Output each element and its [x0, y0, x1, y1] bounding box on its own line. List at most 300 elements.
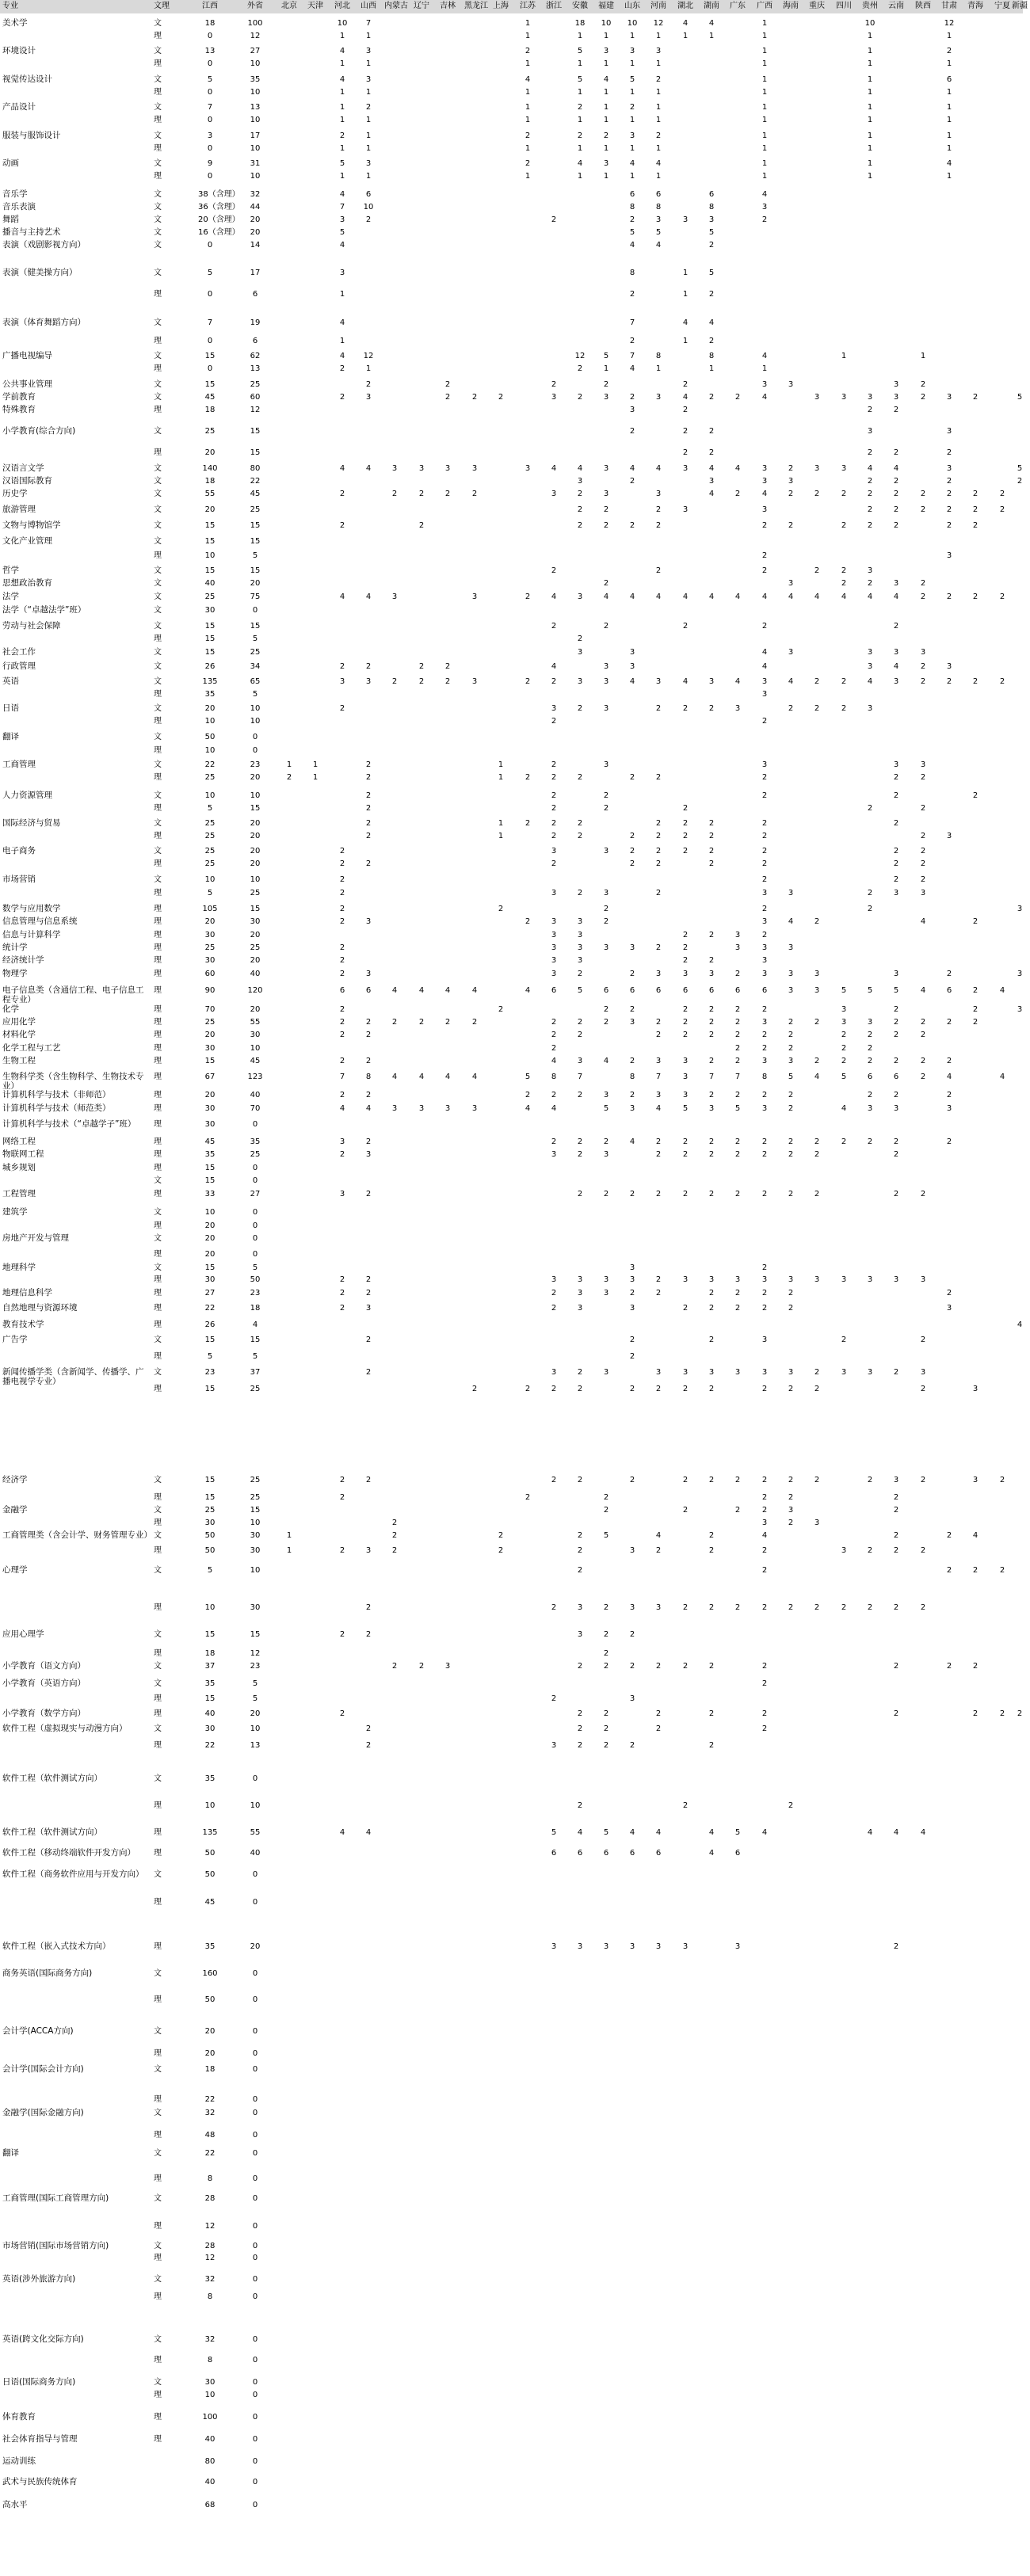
- track-label: 理: [154, 889, 162, 897]
- quota-value: 2: [551, 566, 557, 575]
- track-label: 文: [154, 103, 162, 112]
- quota-value: 2: [682, 847, 689, 855]
- quota-value: 30: [204, 1104, 216, 1113]
- quota-value: 7: [708, 1073, 715, 1081]
- quota-value: 4: [682, 19, 689, 28]
- quota-value: 1: [867, 103, 873, 112]
- quota-value: 1: [577, 144, 583, 153]
- quota-value: 2: [577, 505, 583, 514]
- quota-value: 2: [761, 832, 768, 840]
- track-label: 理: [154, 2049, 162, 2058]
- quota-value: 2: [365, 819, 372, 828]
- major-name: 高水平: [2, 2500, 28, 2509]
- major-name: 商务英语(国际商务方向): [2, 1968, 93, 1978]
- quota-value: 10: [204, 1801, 216, 1810]
- quota-value: 2: [577, 1662, 583, 1671]
- quota-value: 2: [577, 1741, 583, 1750]
- track-label: 理: [154, 172, 162, 181]
- quota-value: 2: [682, 832, 689, 840]
- quota-value: 5: [252, 634, 258, 643]
- quota-value: 2: [551, 622, 557, 631]
- quota-value: 5: [339, 228, 345, 237]
- quota-value: 1: [525, 32, 531, 40]
- quota-value: 4: [525, 986, 531, 995]
- quota-value: 3: [708, 477, 715, 486]
- quota-value: 3: [603, 490, 609, 498]
- quota-value: 3: [867, 1018, 873, 1027]
- quota-value: 2: [682, 819, 689, 828]
- quota-value: 60: [250, 393, 261, 402]
- quota-value: 30: [250, 1031, 261, 1039]
- quota-value: 0: [252, 1969, 258, 1978]
- quota-value: 4: [761, 190, 768, 199]
- quota-value: 2: [551, 717, 557, 726]
- major-name: 文化产业管理: [2, 536, 52, 546]
- quota-value: 5: [577, 47, 583, 55]
- quota-value: 2: [761, 1506, 768, 1515]
- quota-value: 2: [603, 1709, 609, 1718]
- quota-value: 3: [946, 1104, 952, 1113]
- quota-value: 50: [204, 1546, 216, 1555]
- quota-value: 2: [365, 1275, 372, 1284]
- quota-value: 3: [577, 1289, 583, 1298]
- quota-value: 2: [761, 1137, 768, 1146]
- quota-value: 8: [708, 352, 715, 360]
- quota-value: 1: [365, 32, 372, 40]
- quota-value: 2: [629, 1630, 635, 1639]
- quota-value: 3: [577, 943, 583, 952]
- quota-value: 0: [252, 2292, 258, 2301]
- major-name: 金融学(国际金融方向): [2, 2108, 84, 2117]
- quota-value: 2: [708, 241, 715, 250]
- track-label: 理: [154, 1018, 162, 1027]
- quota-value: 2: [444, 677, 451, 686]
- quota-value: 2: [577, 1018, 583, 1027]
- quota-value: 3: [655, 1603, 662, 1612]
- quota-value: 2: [761, 717, 768, 726]
- quota-value: 2: [603, 380, 609, 389]
- major-name: 播音与主持艺术: [2, 227, 61, 237]
- quota-value: 4: [629, 1137, 635, 1146]
- quota-value: 6: [629, 190, 635, 199]
- quota-value: 0: [252, 2435, 258, 2444]
- quota-value: 4: [734, 677, 741, 686]
- quota-value: 2: [629, 477, 635, 486]
- quota-value: 2: [893, 448, 899, 457]
- quota-value: 30: [250, 1603, 261, 1612]
- quota-value: 3: [551, 917, 557, 926]
- quota-value: 0: [252, 2194, 258, 2203]
- quota-value: 20: [250, 832, 261, 840]
- quota-value: 4: [365, 464, 372, 473]
- quota-value: 3: [603, 704, 609, 713]
- track-label: 理: [154, 917, 162, 926]
- quota-value: 2: [577, 393, 583, 402]
- quota-value: 2: [734, 1091, 741, 1099]
- quota-value: 2: [761, 1190, 768, 1198]
- quota-value: 60: [204, 970, 216, 978]
- quota-value: 1: [682, 269, 689, 277]
- quota-value: 4: [339, 1104, 345, 1113]
- quota-value: 3: [339, 269, 345, 277]
- quota-value: 1: [655, 144, 662, 153]
- quota-value: 2: [655, 943, 662, 952]
- quota-value: 105: [202, 905, 218, 913]
- quota-value: 135: [202, 677, 218, 686]
- quota-value: 2: [629, 103, 635, 112]
- quota-value: 2: [577, 1137, 583, 1146]
- quota-value: 135: [202, 1828, 218, 1837]
- header-cell: 湖北: [677, 2, 693, 10]
- quota-value: 2: [841, 1044, 847, 1053]
- quota-value: 0: [252, 2222, 258, 2231]
- quota-value: 3: [339, 1137, 345, 1146]
- quota-value: 2: [708, 290, 715, 299]
- track-label: 文: [154, 760, 162, 769]
- quota-value: 10: [601, 19, 612, 28]
- quota-value: 4: [339, 75, 345, 84]
- quota-value: 4: [365, 1104, 372, 1113]
- quota-value: 3: [391, 1104, 398, 1113]
- quota-value: 3: [761, 1057, 768, 1065]
- track-label: 文: [154, 593, 162, 601]
- major-name: 视觉传达设计: [2, 74, 52, 84]
- quota-value: 3: [761, 464, 768, 473]
- track-label: 文: [154, 2275, 162, 2284]
- track-label: 理: [154, 1898, 162, 1907]
- track-label: 文: [154, 2027, 162, 2036]
- quota-value: 2: [893, 1190, 899, 1198]
- track-label: 理: [154, 144, 162, 153]
- quota-value: 0: [207, 290, 213, 299]
- quota-value: 4: [920, 986, 926, 995]
- major-name: 环境设计: [2, 46, 36, 55]
- quota-value: 10: [250, 1724, 261, 1733]
- quota-value: 2: [365, 1289, 372, 1298]
- quota-value: 3: [761, 1368, 768, 1377]
- track-label: 文: [154, 215, 162, 224]
- quota-value: 2: [761, 551, 768, 560]
- quota-value: 23: [250, 760, 261, 769]
- quota-value: 2: [893, 1057, 899, 1065]
- quota-value: 1: [577, 88, 583, 97]
- quota-value: 2: [920, 1336, 926, 1344]
- quota-value: 10: [250, 172, 261, 181]
- quota-value: 3: [551, 490, 557, 498]
- quota-value: 4: [551, 1057, 557, 1065]
- quota-value: 2: [708, 1289, 715, 1298]
- header-cell: 安徽: [572, 2, 588, 10]
- quota-value: 4: [339, 352, 345, 360]
- quota-value: 2: [867, 505, 873, 514]
- quota-value: 2: [655, 773, 662, 782]
- quota-value: 20: [204, 704, 216, 713]
- quota-value: 3: [761, 677, 768, 686]
- header-cell: 陕西: [915, 2, 931, 10]
- quota-value: 3: [655, 677, 662, 686]
- quota-value: 35: [204, 1679, 216, 1688]
- header-cell: 青海: [967, 2, 983, 10]
- major-name: 舞蹈: [2, 215, 19, 224]
- quota-value: 3: [841, 1005, 847, 1014]
- quota-value: 3: [761, 690, 768, 699]
- quota-value: 3: [761, 477, 768, 486]
- quota-value: 3: [893, 579, 899, 588]
- quota-value: 15: [204, 1493, 216, 1502]
- quota-value: 2: [551, 677, 557, 686]
- quota-value: 2: [814, 1190, 820, 1198]
- quota-value: 2: [867, 1546, 873, 1555]
- quota-value: 9: [207, 159, 213, 168]
- quota-value: 2: [629, 832, 635, 840]
- quota-value: 3: [471, 1104, 478, 1113]
- quota-value: 3: [629, 47, 635, 55]
- quota-value: 10: [204, 1603, 216, 1612]
- quota-value: 2: [814, 1018, 820, 1027]
- quota-value: 3: [551, 847, 557, 855]
- quota-value: 2: [682, 1476, 689, 1484]
- major-name: 会计学(国际会计方向): [2, 2064, 84, 2074]
- quota-value: 3: [629, 1263, 635, 1272]
- quota-value: 2: [734, 1190, 741, 1198]
- major-name: 数学与应用数学: [2, 904, 61, 913]
- quota-value: 3: [708, 1104, 715, 1113]
- quota-value: 0: [252, 1234, 258, 1243]
- quota-value: 4: [761, 593, 768, 601]
- quota-value: 15: [250, 566, 261, 575]
- quota-value: 1: [761, 116, 768, 124]
- quota-value: 12: [250, 406, 261, 414]
- quota-value: 2: [603, 1662, 609, 1671]
- quota-value: 2: [365, 1724, 372, 1733]
- quota-value: 3: [655, 970, 662, 978]
- quota-value: 2: [814, 1137, 820, 1146]
- quota-value: 20: [204, 448, 216, 457]
- quota-value: 2: [761, 859, 768, 868]
- quota-value: 1: [525, 59, 531, 68]
- quota-value: 70: [204, 1005, 216, 1014]
- quota-value: 3: [920, 760, 926, 769]
- quota-value: 2: [814, 677, 820, 686]
- quota-value: 3: [893, 1104, 899, 1113]
- quota-value: 1: [761, 172, 768, 181]
- quota-value: 50: [250, 1275, 261, 1284]
- quota-value: 68: [204, 2501, 216, 2509]
- quota-value: 10: [204, 875, 216, 884]
- quota-value: 6: [577, 1849, 583, 1858]
- quota-value: 0: [252, 2149, 258, 2158]
- major-name: 英语: [2, 676, 19, 686]
- major-name: 教育技术学: [2, 1320, 44, 1329]
- track-label: 文: [154, 1774, 162, 1783]
- track-label: 文: [154, 318, 162, 327]
- quota-value: 30: [204, 1044, 216, 1053]
- quota-value: 2: [603, 1493, 609, 1502]
- quota-value: 2: [339, 847, 345, 855]
- quota-value: 3: [761, 380, 768, 389]
- quota-value: 2: [708, 427, 715, 436]
- quota-value: 2: [682, 1603, 689, 1612]
- quota-value: 8: [207, 2174, 213, 2183]
- quota-value: 1: [682, 290, 689, 299]
- quota-value: 3: [603, 47, 609, 55]
- quota-value: 3: [577, 477, 583, 486]
- quota-value: 3: [444, 464, 451, 473]
- quota-value: 38（含理）: [198, 190, 240, 199]
- quota-value: 2: [761, 622, 768, 631]
- track-label: 文: [154, 2242, 162, 2250]
- quota-value: 25: [204, 847, 216, 855]
- quota-value: 2: [708, 1531, 715, 1540]
- track-label: 文: [154, 1368, 162, 1377]
- track-label: 理: [154, 2391, 162, 2399]
- quota-value: 2: [498, 905, 504, 913]
- quota-value: 1: [525, 88, 531, 97]
- quota-value: 0: [252, 1250, 258, 1259]
- quota-value: 3: [655, 215, 662, 224]
- track-label: 文: [154, 2335, 162, 2344]
- quota-value: 2: [867, 490, 873, 498]
- quota-value: 2: [708, 1336, 715, 1344]
- quota-value: 2: [1017, 477, 1023, 486]
- quota-value: 80: [250, 464, 261, 473]
- quota-value: 20: [204, 917, 216, 926]
- quota-value: 4: [551, 662, 557, 671]
- quota-value: 4: [841, 593, 847, 601]
- quota-value: 1: [525, 144, 531, 153]
- quota-value: 2: [365, 1057, 372, 1065]
- quota-value: 2: [761, 819, 768, 828]
- major-name: 社会工作: [2, 647, 36, 657]
- quota-value: 3: [603, 889, 609, 897]
- quota-value: 2: [972, 1662, 978, 1671]
- quota-value: 7: [207, 103, 213, 112]
- quota-value: 25: [204, 593, 216, 601]
- quota-value: 2: [603, 1630, 609, 1639]
- quota-value: 4: [551, 1104, 557, 1113]
- quota-value: 2: [761, 905, 768, 913]
- quota-value: 15: [204, 1263, 216, 1272]
- header-cell: 山西: [360, 2, 376, 10]
- quota-value: 2: [551, 819, 557, 828]
- track-label: 文: [154, 1234, 162, 1243]
- quota-value: 2: [788, 1190, 794, 1198]
- quota-value: 2: [551, 1603, 557, 1612]
- quota-value: 2: [577, 1531, 583, 1540]
- track-label: 文: [154, 1531, 162, 1540]
- quota-value: 2: [893, 1531, 899, 1540]
- quota-value: 25: [204, 773, 216, 782]
- quota-value: 1: [577, 116, 583, 124]
- track-label: 文: [154, 1506, 162, 1515]
- quota-value: 3: [603, 1942, 609, 1951]
- quota-value: 6: [551, 986, 557, 995]
- track-label: 文: [154, 648, 162, 657]
- quota-value: 12: [204, 2254, 216, 2262]
- quota-value: 4: [603, 593, 609, 601]
- quota-value: 2: [525, 773, 531, 782]
- quota-value: 2: [525, 159, 531, 168]
- quota-value: 2: [365, 1336, 372, 1344]
- quota-value: 3: [734, 931, 741, 939]
- quota-value: 0: [252, 2109, 258, 2117]
- quota-value: 2: [972, 677, 978, 686]
- major-name: 思想政治教育: [2, 578, 52, 588]
- track-label: 理: [154, 717, 162, 726]
- quota-value: 25: [250, 1150, 261, 1159]
- quota-value: 4: [893, 1828, 899, 1837]
- quota-value: 26: [204, 662, 216, 671]
- major-name: 旅游管理: [2, 505, 36, 514]
- quota-value: 6: [252, 290, 258, 299]
- quota-value: 0: [252, 746, 258, 755]
- header-cell: 浙江: [546, 2, 562, 10]
- quota-value: 1: [946, 59, 952, 68]
- quota-value: 7: [629, 352, 635, 360]
- quota-value: 3: [708, 1368, 715, 1377]
- quota-value: 4: [577, 159, 583, 168]
- quota-value: 3: [365, 1150, 372, 1159]
- quota-value: 2: [629, 1662, 635, 1671]
- quota-value: 2: [761, 1709, 768, 1718]
- quota-value: 5: [841, 1073, 847, 1081]
- quota-value: 2: [418, 1018, 425, 1027]
- track-label: 理: [154, 406, 162, 414]
- quota-value: 30: [204, 606, 216, 615]
- track-label: 理: [154, 1493, 162, 1502]
- quota-value: 2: [867, 1603, 873, 1612]
- quota-value: 3: [946, 464, 952, 473]
- quota-value: 3: [761, 1018, 768, 1027]
- quota-value: 2: [708, 393, 715, 402]
- quota-value: 3: [551, 931, 557, 939]
- quota-value: 50: [204, 733, 216, 741]
- quota-value: 0: [252, 2275, 258, 2284]
- quota-value: 0: [252, 2378, 258, 2387]
- quota-value: 3: [841, 1368, 847, 1377]
- quota-value: 2: [920, 393, 926, 402]
- major-name: 信息管理与信息系统: [2, 916, 78, 926]
- quota-value: 2: [920, 1603, 926, 1612]
- quota-value: 0: [207, 172, 213, 181]
- quota-value: 25: [250, 1385, 261, 1393]
- quota-value: 2: [893, 1506, 899, 1515]
- quota-value: 3: [841, 393, 847, 402]
- quota-value: 4: [577, 1828, 583, 1837]
- quota-value: 4: [603, 1057, 609, 1065]
- quota-value: 1: [946, 131, 952, 140]
- quota-value: 3: [471, 464, 478, 473]
- quota-value: 2: [920, 1546, 926, 1555]
- quota-value: 1: [655, 88, 662, 97]
- header-cell: 上海: [493, 2, 509, 10]
- quota-value: 3: [365, 47, 372, 55]
- quota-value: 5: [525, 1073, 531, 1081]
- major-name: 产品设计: [2, 102, 36, 112]
- quota-value: 4: [655, 593, 662, 601]
- quota-value: 35: [204, 1150, 216, 1159]
- quota-value: 5: [1017, 393, 1023, 402]
- quota-value: 4: [655, 1104, 662, 1113]
- track-label: 理: [154, 832, 162, 840]
- track-label: 文: [154, 490, 162, 498]
- quota-value: 2: [893, 1368, 899, 1377]
- quota-value: 2: [365, 1091, 372, 1099]
- quota-value: 15: [204, 352, 216, 360]
- track-label: 文: [154, 662, 162, 671]
- quota-value: 20: [250, 1942, 261, 1951]
- quota-value: 3: [682, 1057, 689, 1065]
